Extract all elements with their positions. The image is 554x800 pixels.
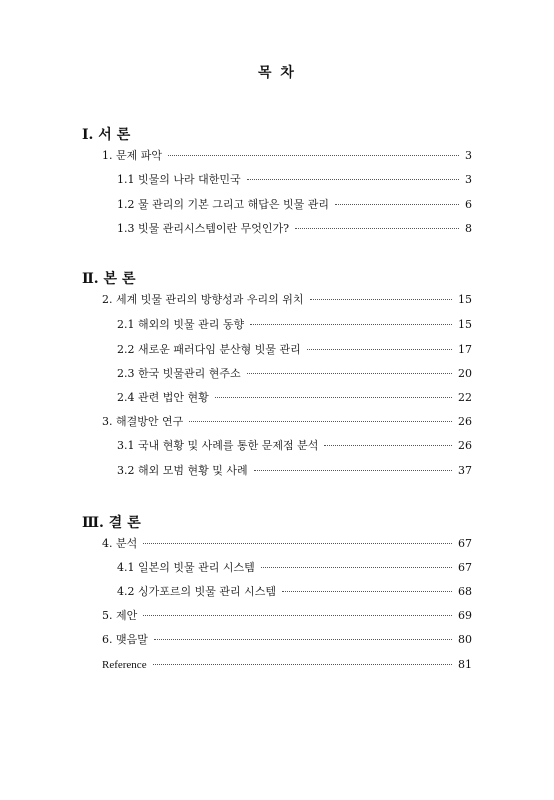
dot-leader: [143, 615, 452, 616]
dot-leader: [215, 397, 452, 398]
dot-leader: [261, 567, 452, 568]
dot-leader: [247, 179, 459, 180]
toc-entry-2-3[interactable]: [117, 366, 472, 382]
dot-leader: [153, 664, 452, 665]
toc-page-number: 81: [458, 658, 472, 671]
toc-entry-label: Reference: [102, 659, 147, 671]
toc-entry-1[interactable]: [102, 148, 472, 164]
toc-entry-4-2[interactable]: [117, 584, 472, 600]
toc-entry-1-3[interactable]: [117, 221, 472, 237]
toc-entry-2-1[interactable]: [117, 317, 472, 333]
toc-page-number: 6: [465, 198, 472, 211]
toc-entry-2-4[interactable]: [117, 390, 472, 406]
dot-leader: [310, 299, 453, 300]
toc-page-number: 26: [458, 415, 472, 428]
toc-entry-5[interactable]: [102, 608, 472, 624]
toc-entry-2-2[interactable]: [117, 342, 472, 358]
toc-entry-label: 1. 문제 파악: [102, 149, 162, 162]
dot-leader: [254, 470, 452, 471]
toc-entry-label: 2.4 관련 법안 현황: [117, 391, 209, 404]
toc-entry-label: 1.3 빗물 관리시스템이란 무엇인가?: [117, 222, 290, 235]
toc-entry-label: 3.2 해외 모범 현황 및 사례: [117, 464, 248, 477]
page-title: 목 차: [258, 65, 296, 81]
toc-page-number: 20: [458, 367, 472, 380]
toc-entry-label: 1.1 빗물의 나라 대한민국: [117, 173, 241, 186]
toc-entry-label: 3.1 국내 현황 및 사례를 통한 문제점 분석: [117, 439, 319, 452]
toc-page-number: 15: [458, 318, 472, 331]
toc-page-number: 67: [458, 537, 472, 550]
toc-entry-1-2[interactable]: [117, 197, 472, 213]
dot-leader: [282, 591, 452, 592]
toc-entry-6[interactable]: [102, 632, 472, 648]
toc-page-number: 26: [458, 439, 472, 452]
dot-leader: [250, 324, 452, 325]
toc-page-number: 3: [465, 149, 472, 162]
toc-entry-label: 2.1 해외의 빗물 관리 동향: [117, 318, 245, 331]
toc-page-number: 69: [458, 609, 472, 622]
toc-entry-label: 3. 해결방안 연구: [102, 415, 184, 428]
toc-entry-label: 4.2 싱가포르의 빗물 관리 시스템: [117, 585, 276, 598]
section-heading-body: Ⅱ. 본 론: [82, 271, 136, 287]
toc-page-number: 37: [458, 464, 472, 477]
toc-entry-3-2[interactable]: [117, 463, 472, 479]
toc-entry-label: 2.2 새로운 패러다임 분산형 빗물 관리: [117, 343, 301, 356]
toc-page-number: 15: [458, 293, 472, 306]
toc-entry-label: 2.3 한국 빗물관리 현주소: [117, 367, 241, 380]
toc-entry-reference[interactable]: [102, 657, 472, 673]
dot-leader: [189, 421, 452, 422]
dot-leader: [307, 349, 452, 350]
toc-page-number: 22: [458, 391, 472, 404]
toc-entry-4[interactable]: [102, 536, 472, 552]
toc-entry-label: 5. 제안: [102, 609, 138, 622]
toc-page-number: 67: [458, 561, 472, 574]
section-heading-conclusion: Ⅲ. 결 론: [82, 515, 141, 531]
toc-entry-3[interactable]: [102, 414, 472, 430]
toc-page-number: 80: [458, 633, 472, 646]
dot-leader: [324, 445, 452, 446]
dot-leader: [247, 373, 452, 374]
toc-entry-3-1[interactable]: [117, 438, 472, 454]
toc-entry-4-1[interactable]: [117, 560, 472, 576]
toc-page-number: 3: [465, 173, 472, 186]
dot-leader: [295, 228, 459, 229]
dot-leader: [168, 155, 459, 156]
section-heading-introduction: Ⅰ. 서 론: [82, 127, 131, 143]
toc-entry-label: 2. 세계 빗물 관리의 방향성과 우리의 위치: [102, 293, 304, 306]
dot-leader: [154, 639, 452, 640]
dot-leader: [143, 543, 452, 544]
toc-entry-label: 4. 분석: [102, 537, 138, 550]
toc-entry-label: 6. 맺음말: [102, 633, 148, 646]
toc-entry-label: 1.2 물 관리의 기본 그리고 해답은 빗물 관리: [117, 198, 329, 211]
toc-entry-2[interactable]: [102, 292, 472, 308]
toc-entry-label: 4.1 일본의 빗물 관리 시스템: [117, 561, 255, 574]
toc-entry-1-1[interactable]: [117, 172, 472, 188]
toc-page-number: 17: [458, 343, 472, 356]
toc-page-number: 68: [458, 585, 472, 598]
toc-page-number: 8: [465, 222, 472, 235]
dot-leader: [335, 204, 459, 205]
